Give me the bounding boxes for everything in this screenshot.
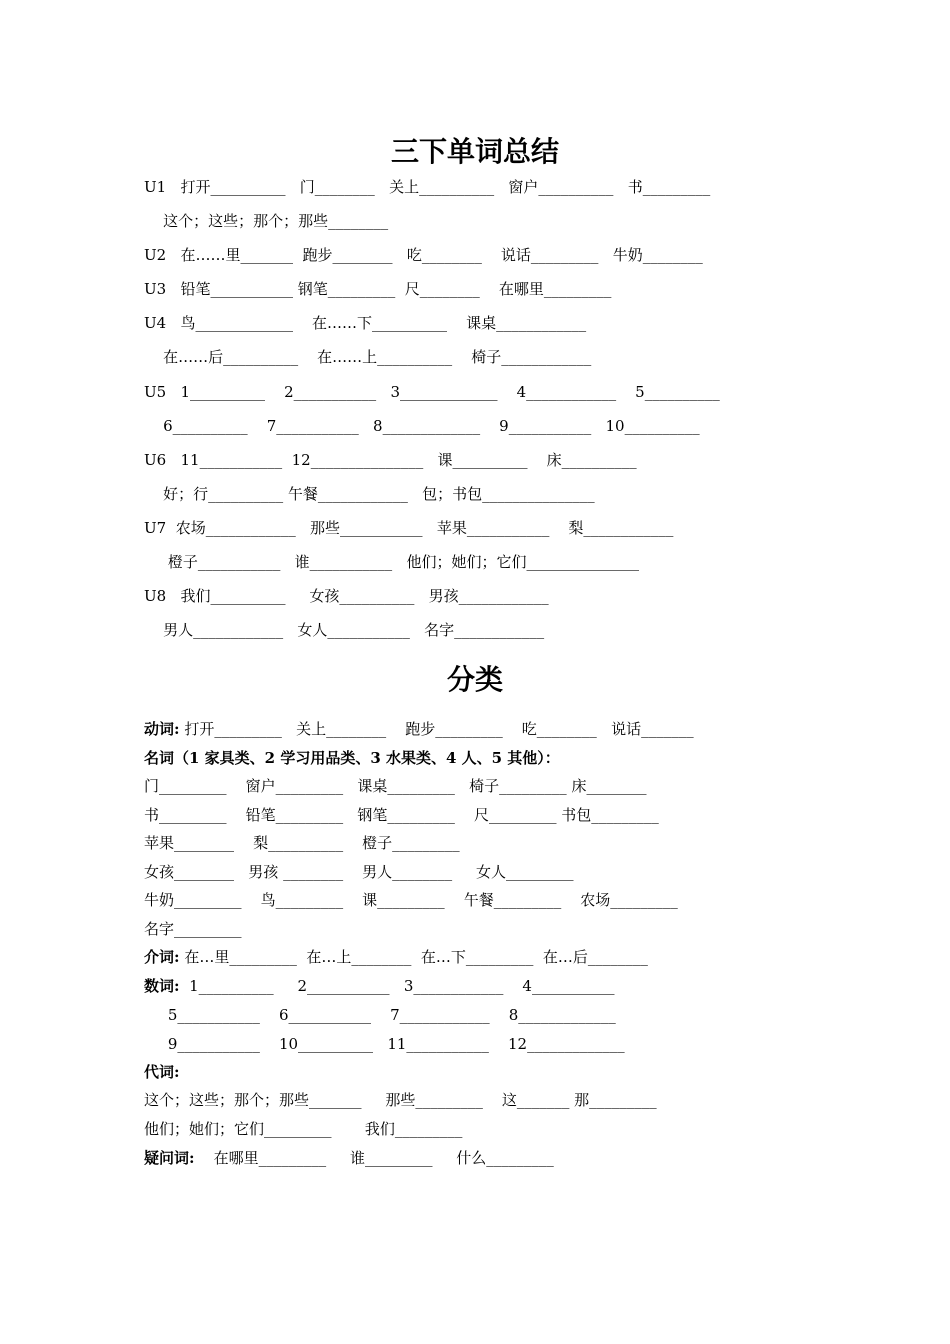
- prep-label: 介词:: [144, 948, 180, 966]
- nouns-line-3: 苹果________ 梨__________ 橙子_________: [144, 834, 460, 852]
- prep-text: 在…里_________ 在…上________ 在…下_________ 在…后________: [179, 948, 648, 966]
- page-title: 三下单词总结: [390, 135, 559, 168]
- nouns-line-1: 门_________ 窗户_________ 课桌_________ 椅子_________ 床________: [144, 777, 647, 795]
- nouns-label: 名词（1 家具类、2 学习用品类、3 水果类、4 人、5 其他）：: [144, 749, 560, 767]
- num-line-2: 5___________ 6___________ 7____________ 8_____________: [144, 1006, 616, 1024]
- unit-line-u2-1: U2 在……里_______ 跑步________ 吃________ 说话_________ 牛奶________: [144, 246, 703, 264]
- wh-line: [144, 1148, 554, 1168]
- pron-line-2: 他们；她们；它们_________ 我们_________: [144, 1120, 463, 1138]
- nouns-line-6: 名字_________: [144, 920, 242, 938]
- num-text-1: 1__________ 2___________ 3____________ 4___________: [179, 977, 615, 995]
- unit-line-u4-1: U4 鸟_____________ 在……下__________ 课桌____________: [144, 314, 587, 332]
- unit-line-u8-2: 男人____________ 女人___________ 名字____________: [144, 621, 545, 639]
- unit-line-u1-2: 这个；这些；那个；那些________: [144, 212, 389, 230]
- num-line-1: [144, 976, 614, 996]
- num-line-3: 9___________ 10__________ 11___________ 12_____________: [144, 1035, 625, 1053]
- unit-line-u4-2: 在……后__________ 在……上__________ 椅子____________: [144, 348, 592, 366]
- classify-title: 分类: [446, 663, 503, 696]
- num-label: 数词:: [144, 977, 180, 995]
- wh-label: 疑问词:: [144, 1149, 195, 1167]
- verbs-label: 动词:: [144, 720, 180, 738]
- pron-line-1: 这个；这些；那个；那些_______ 那些_________ 这_______ 那_________: [144, 1091, 657, 1109]
- unit-line-u8-1: U8 我们__________ 女孩__________ 男孩____________: [144, 587, 549, 605]
- unit-line-u5-1: U5 1__________ 2___________ 3_____________ 4____________ 5__________: [144, 383, 720, 401]
- nouns-line-5: 牛奶_________ 鸟_________ 课_________ 午餐_________ 农场_________: [144, 891, 678, 909]
- nouns-line-2: 书_________ 铅笔_________ 钢笔_________ 尺_________ 书包_________: [144, 806, 659, 824]
- wh-text: 在哪里_________ 谁_________ 什么_________: [194, 1149, 554, 1167]
- verbs-text: 打开_________ 关上________ 跑步_________ 吃________ 说话_______: [179, 720, 694, 738]
- unit-line-u7-1: U7 农场____________ 那些___________ 苹果___________ 梨____________: [144, 519, 674, 537]
- verbs-line: [144, 719, 694, 739]
- prep-line: [144, 947, 648, 967]
- pron-label: 代词:: [144, 1063, 180, 1081]
- nouns-line-4: 女孩________ 男孩 ________ 男人________ 女人_________: [144, 863, 574, 881]
- unit-line-u6-1: U6 11___________ 12_______________ 课__________ 床__________: [144, 451, 637, 469]
- unit-line-u3-1: U3 铅笔___________ 钢笔_________ 尺________ 在哪里_________: [144, 280, 612, 298]
- unit-line-u7-2: 橙子___________ 谁___________ 他们；她们；它们_______________: [144, 553, 639, 571]
- unit-line-u5-2: 6__________ 7___________ 8_____________ 9___________ 10__________: [144, 417, 700, 435]
- unit-line-u6-2: 好；行__________ 午餐____________ 包；书包_______________: [144, 485, 595, 503]
- unit-line-u1-1: U1 打开__________ 门________ 关上__________ 窗户__________ 书_________: [144, 178, 711, 196]
